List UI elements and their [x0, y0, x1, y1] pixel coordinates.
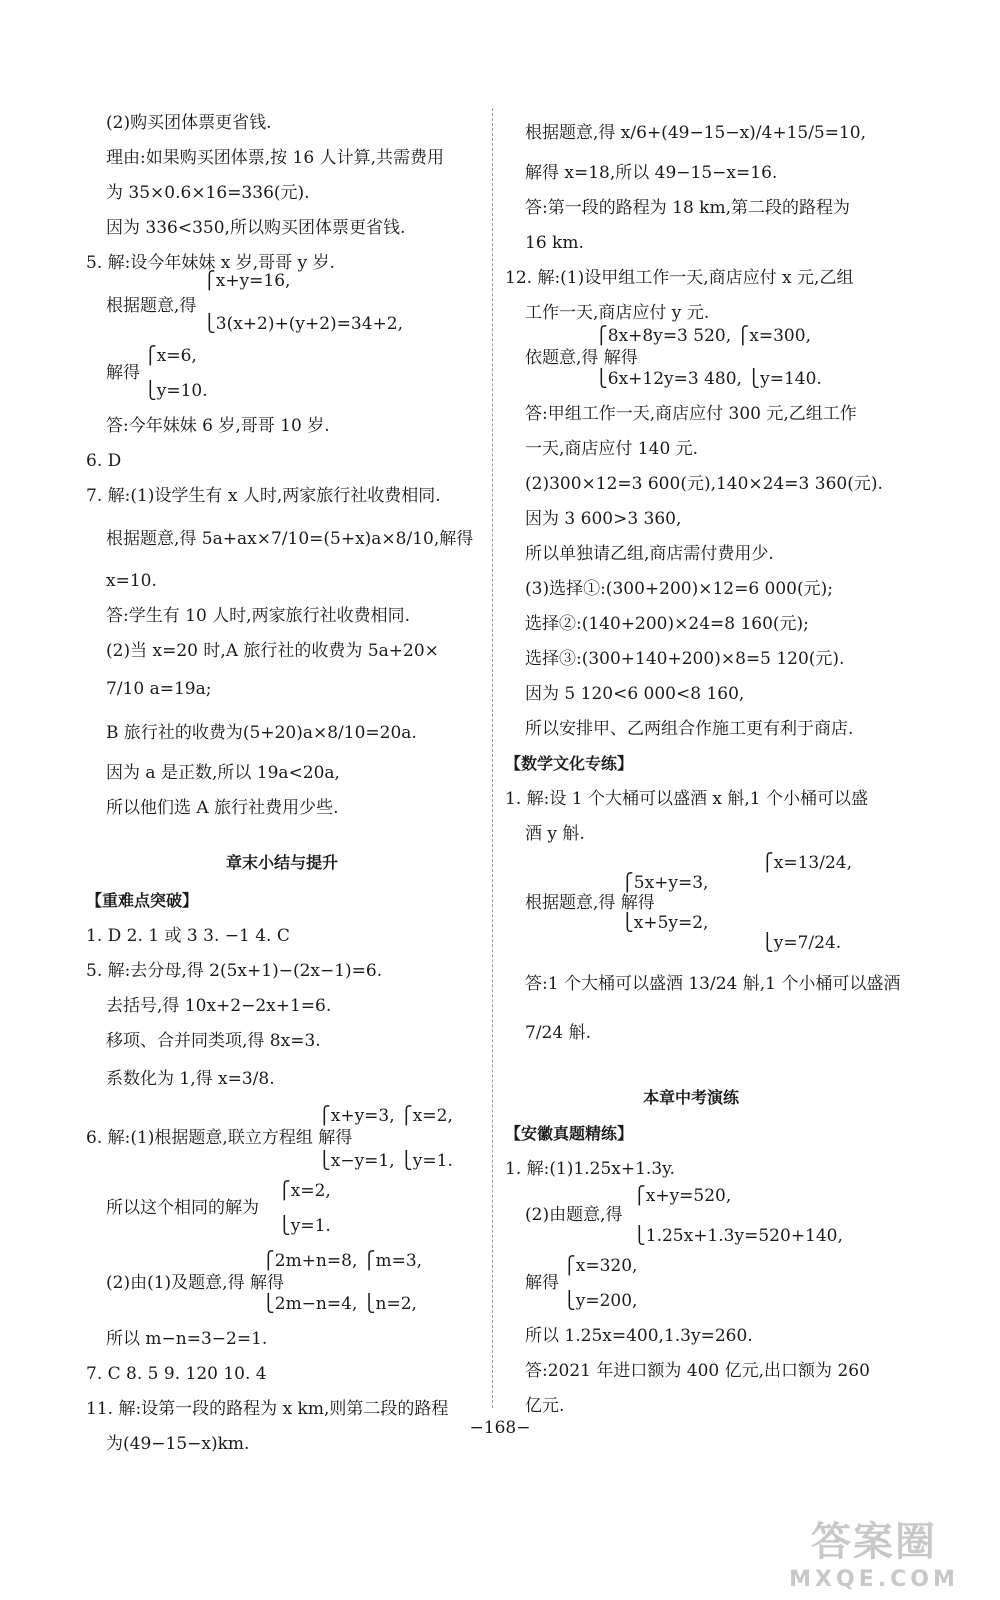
text-line: ⎩x−y=1, ⎩y=1.	[318, 1151, 453, 1171]
text-line: 依题意,得 解得	[525, 348, 638, 368]
text-line: ⎧x=2,	[278, 1181, 331, 1201]
text-line: (2)300×12=3 600(元),140×24=3 360(元).	[525, 474, 883, 494]
text-line: 7. 解:(1)设学生有 x 人时,两家旅行社收费相同.	[86, 486, 441, 506]
text-line: ⎧5x+y=3,	[621, 873, 709, 893]
text-line: 因为 5 120<6 000<8 160,	[525, 684, 745, 704]
text-line: 答:第一段的路程为 18 km,第二段的路程为	[525, 198, 850, 218]
text-line: 因为 a 是正数,所以 19a<20a,	[106, 763, 340, 783]
text-line: 1. 解:(1)1.25x+1.3y.	[505, 1159, 675, 1179]
text-line: ⎩y=200,	[563, 1291, 638, 1311]
text-line: 5. 解:设今年妹妹 x 岁,哥哥 y 岁.	[86, 253, 335, 273]
text-line: 所以单独请乙组,商店需付费用少.	[525, 544, 774, 564]
text-line: ⎩y=7/24.	[761, 933, 842, 953]
text-line: 答:今年妹妹 6 岁,哥哥 10 岁.	[106, 416, 330, 436]
text-line: 答:2021 年进口额为 400 亿元,出口额为 260	[525, 1361, 870, 1381]
text-line: 根据题意,得	[106, 296, 197, 316]
text-line: (2)由(1)及题意,得 解得	[106, 1273, 284, 1293]
text-line: 解得	[106, 363, 140, 383]
text-line: B 旅行社的收费为(5+20)a×8/10=20a.	[106, 723, 417, 743]
text-line: 7/24 斛.	[525, 1023, 591, 1043]
chapter-heading: 章末小结与提升	[226, 853, 339, 872]
text-line: ⎧x+y=3, ⎧x=2,	[318, 1106, 453, 1126]
text-line: 所以安排甲、乙两组合作施工更有利于商店.	[525, 719, 854, 739]
text-line: (2)购买团体票更省钱.	[106, 113, 272, 133]
watermark-top: 答案圈	[811, 1519, 937, 1565]
text-line: ⎩1.25x+1.3y=520+140,	[633, 1226, 843, 1246]
text-line: ⎧x=320,	[563, 1256, 638, 1276]
text-line: ⎩y=1.	[278, 1216, 331, 1236]
text-line: 答:1 个大桶可以盛酒 13/24 斛,1 个小桶可以盛酒	[525, 974, 901, 994]
text-line: 所以 m−n=3−2=1.	[106, 1329, 268, 1349]
text-line: 为(49−15−x)km.	[106, 1434, 250, 1454]
text-line: ⎧8x+8y=3 520, ⎧x=300,	[595, 326, 811, 346]
text-line: 16 km.	[525, 233, 584, 253]
chapter-heading: 本章中考演练	[643, 1088, 740, 1107]
text-line: ⎧x=13/24,	[761, 853, 852, 873]
text-line: ⎧2m+n=8, ⎧m=3,	[262, 1251, 423, 1271]
text-line: 6. D	[86, 451, 122, 471]
text-line: ⎩2m−n=4, ⎩n=2,	[262, 1294, 417, 1314]
text-line: 一天,商店应付 140 元.	[525, 439, 699, 459]
text-line: ⎩y=10.	[144, 381, 208, 401]
text-line: 所以这个相同的解为	[106, 1198, 259, 1218]
text-line: 7. C 8. 5 9. 120 10. 4	[86, 1364, 267, 1384]
text-line: 去括号,得 10x+2−2x+1=6.	[106, 996, 332, 1016]
text-line: ⎧x=6,	[144, 346, 197, 366]
text-line: 移项、合并同类项,得 8x=3.	[106, 1031, 321, 1051]
text-line: 1. 解:设 1 个大桶可以盛酒 x 斛,1 个小桶可以盛	[505, 789, 868, 809]
text-line: 选择②:(140+200)×24=8 160(元);	[525, 614, 809, 634]
text-line: 根据题意,得 5a+ax×7/10=(5+x)a×8/10,解得	[106, 529, 474, 549]
watermark-bottom: MXQE.COM	[789, 1567, 959, 1592]
text-line: 6. 解:(1)根据题意,联立方程组 解得	[86, 1128, 353, 1148]
text-line: ⎩6x+12y=3 480, ⎩y=140.	[595, 369, 822, 389]
text-line: 所以他们选 A 旅行社费用少些.	[106, 798, 339, 818]
text-line: 根据题意,得 解得	[525, 893, 655, 913]
text-line: 1. D 2. 1 或 3 3. −1 4. C	[86, 926, 290, 946]
text-line: 12. 解:(1)设甲组工作一天,商店应付 x 元,乙组	[505, 268, 854, 288]
text-line: 因为 3 600>3 360,	[525, 509, 682, 529]
text-line: (3)选择①:(300+200)×12=6 000(元);	[525, 579, 833, 599]
text-line: 工作一天,商店应付 y 元.	[525, 303, 710, 323]
section-heading: 【重难点突破】	[86, 891, 199, 910]
text-line: x=10.	[106, 571, 157, 591]
page-number: −168−	[469, 1418, 531, 1438]
text-line: ⎩3(x+2)+(y+2)=34+2,	[203, 314, 403, 334]
text-line: 所以 1.25x=400,1.3y=260.	[525, 1326, 753, 1346]
text-line: 理由:如果购买团体票,按 16 人计算,共需费用	[106, 148, 444, 168]
text-line: 系数化为 1,得 x=3/8.	[106, 1069, 275, 1089]
text-line: 解得	[525, 1273, 559, 1293]
text-line: (2)由题意,得	[525, 1205, 623, 1225]
text-line: 为 35×0.6×16=336(元).	[106, 183, 310, 203]
text-line: 5. 解:去分母,得 2(5x+1)−(2x−1)=6.	[86, 961, 383, 981]
text-line: 7/10 a=19a;	[106, 679, 212, 699]
text-line: (2)当 x=20 时,A 旅行社的收费为 5a+20×	[106, 641, 439, 661]
text-line: 答:甲组工作一天,商店应付 300 元,乙组工作	[525, 404, 857, 424]
text-line: 解得 x=18,所以 49−15−x=16.	[525, 163, 778, 183]
text-line: 根据题意,得 x/6+(49−15−x)/4+15/5=10,	[525, 123, 867, 143]
text-line: 酒 y 斛.	[525, 824, 585, 844]
column-divider	[492, 108, 493, 1408]
text-line: 亿元.	[525, 1396, 565, 1416]
text-line: ⎩x+5y=2,	[621, 913, 709, 933]
section-heading: 【安徽真题精练】	[505, 1124, 634, 1143]
section-heading: 【数学文化专练】	[505, 754, 634, 773]
text-line: 11. 解:设第一段的路程为 x km,则第二段的路程	[86, 1399, 449, 1419]
text-line: 答:学生有 10 人时,两家旅行社收费相同.	[106, 606, 410, 626]
text-line: ⎧x+y=16,	[203, 271, 291, 291]
text-line: 因为 336<350,所以购买团体票更省钱.	[106, 218, 406, 238]
text-line: ⎧x+y=520,	[633, 1186, 732, 1206]
watermark-logo	[784, 1510, 964, 1590]
text-line: 选择③:(300+140+200)×8=5 120(元).	[525, 649, 845, 669]
